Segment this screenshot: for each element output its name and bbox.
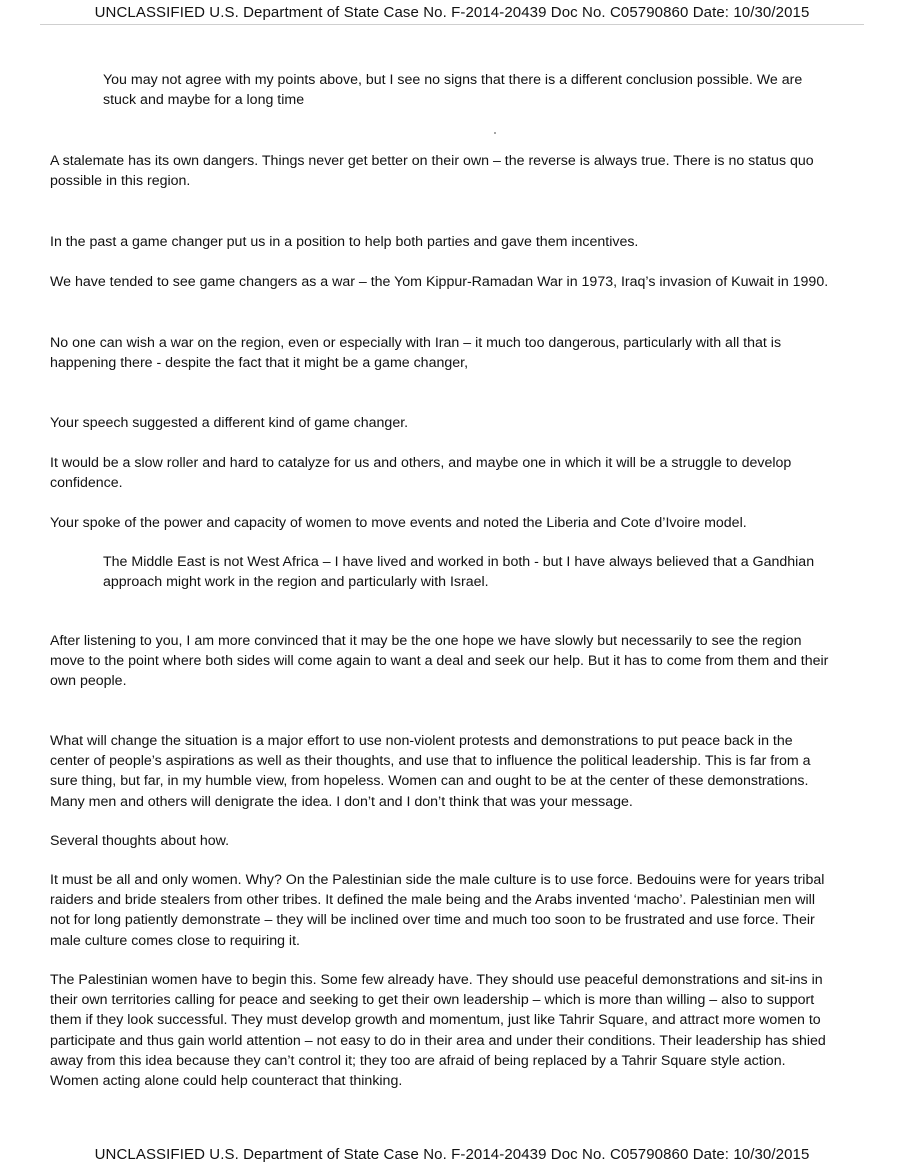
scan-speck: [494, 132, 496, 134]
body-paragraph-1: You may not agree with my points above, but I see no signs that there is a different conclusion possible. We are stuck and maybe for a long time: [103, 72, 803, 109]
body-paragraph-5: No one can wish a war on the region, even or especially with Iran – it much too dangerous, particularly with all that is happening there - despite the fact that it might be a game changer,: [50, 335, 782, 372]
body-paragraph-13: It must be all and only women. Why? On the Palestinian side the male culture is to use force. Bedouins were for years tribal raiders and bride stealers from other tribes. It defined the male being and the Arabs invented ‘macho’. Palestinian men will not for long patiently demonstrate – they will be inclined over time and much too soon to be frustrated and use force. Their male culture comes close to requiring it.: [50, 872, 825, 949]
header-rule: [40, 24, 864, 25]
body-paragraph-12: Several thoughts about how.: [50, 833, 230, 849]
body-paragraph-14: The Palestinian women have to begin this. Some few already have. They should use peaceful demonstrations and sit-ins in their own territories calling for peace and seeking to get their own leadership – which is more than willing – also to support them if they look successful. They must develop growth and momentum, just like Tahrir Square, and attract more women to participate and thus gain world attention – not easy to do in their area and under their conditions. Their leadership has shied away from this idea because they can’t control it; they too are afraid of being replaced by a Tahrir Square style action. Women acting alone could help counteract that thinking.: [50, 972, 826, 1090]
body-paragraph-11: What will change the situation is a major effort to use non-violent protests and demonstrations to put peace back in the center of people’s aspirations as well as their thoughts, and use that to influence the political leadership. This is far from a sure thing, but far, in my humble view, from hopeless. Women can and ought to be at the center of these demonstrations. Many men and others will denigrate the idea. I don’t and I don’t think that was your message.: [50, 733, 811, 810]
body-paragraph-4: We have tended to see game changers as a war – the Yom Kippur-Ramadan War in 1973, Iraq’s invasion of Kuwait in 1990.: [50, 274, 829, 290]
body-paragraph-2: A stalemate has its own dangers. Things never get better on their own – the reverse is always true. There is no status quo possible in this region.: [50, 153, 814, 190]
body-paragraph-3: In the past a game changer put us in a position to help both parties and gave them incentives.: [50, 234, 639, 250]
body-paragraph-10: After listening to you, I am more convinced that it may be the one hope we have slowly but necessarily to see the region move to the point where both sides will come again to want a deal and seek our help. But it has to come from them and their own people.: [50, 633, 829, 690]
header-classification-stamp: UNCLASSIFIED U.S. Department of State Case No. F-2014-20439 Doc No. C05790860 Date: 10/30/2015: [94, 4, 810, 21]
body-paragraph-7: It would be a slow roller and hard to catalyze for us and others, and maybe one in which it will be a struggle to develop confidence.: [50, 455, 792, 492]
body-paragraph-8: Your spoke of the power and capacity of women to move events and noted the Liberia and Cote d’Ivoire model.: [50, 515, 747, 531]
body-paragraph-6: Your speech suggested a different kind of game changer.: [50, 415, 409, 431]
footer-classification-stamp: UNCLASSIFIED U.S. Department of State Case No. F-2014-20439 Doc No. C05790860 Date: 10/30/2015: [94, 1146, 810, 1163]
body-paragraph-9: The Middle East is not West Africa – I have lived and worked in both - but I have always believed that a Gandhian approach might work in the region and particularly with Israel.: [103, 554, 815, 591]
